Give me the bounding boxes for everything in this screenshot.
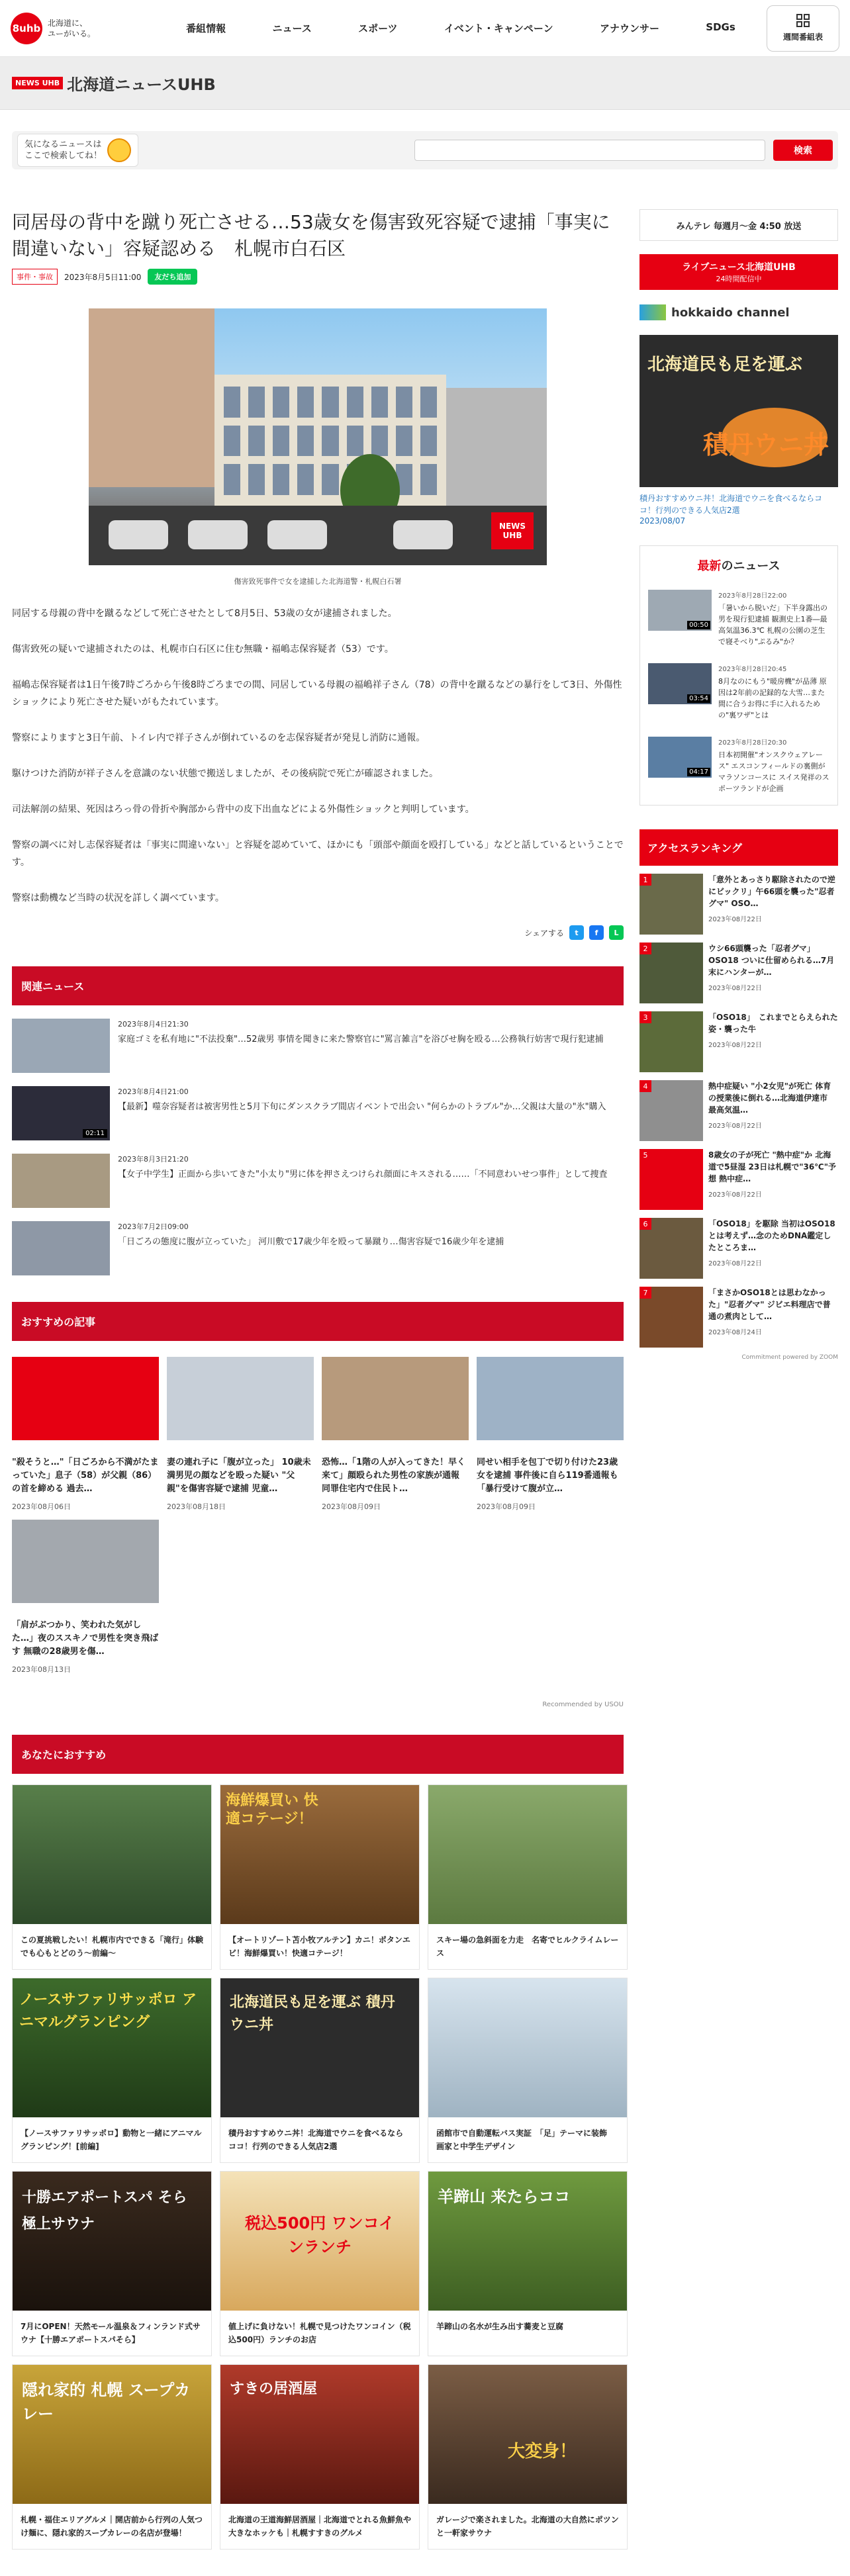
for-you-thumb: 海鮮爆買い 快適コテージ！	[220, 1785, 419, 1924]
nav-sports[interactable]: スポーツ	[358, 23, 398, 34]
ranking-item[interactable]: 3 「OSO18」 これまでとらえられた姿・襲った牛 2023年08月22日	[639, 1011, 838, 1072]
page-layout	[0, 209, 850, 2550]
related-news-item[interactable]: 2023年8月4日21:30 家庭ゴミを私有地に"不法投棄"…52歳男 事情を聞きに来た警察官に"罵言雑言"を浴びせ胸を殴る…公務執行妨害で現行犯逮捕	[12, 1019, 624, 1073]
recommended-thumb	[167, 1357, 314, 1440]
grid-icon	[796, 14, 810, 27]
article-photo	[89, 308, 547, 565]
uhb-logo-mark[interactable]: 8uhb	[11, 13, 42, 44]
for-you-card[interactable]: スキー場の急斜面を力走 名寄でヒルクライムレース	[428, 1784, 628, 1970]
article-title: 同居母の背中を蹴り死亡させる…53歳女を傷害致死容疑で逮捕「事実に間違いない」容疑認める 札幌市白石区	[12, 211, 610, 259]
recommended-card[interactable]: 同せい相手を包丁で切り付けた23歳女を逮捕 事件後に自ら119番通報も「暴行受けて腹が立… 2023年08月09日	[477, 1357, 624, 1512]
search-input[interactable]	[414, 140, 765, 161]
share-bar	[12, 925, 624, 940]
feature-banner[interactable]: 北海道民も足を運ぶ 積丹ウニ丼	[639, 335, 838, 487]
hokkaido-channel-banner[interactable]: hokkaido channel	[639, 304, 838, 320]
sidebar	[639, 209, 838, 2550]
category-badge[interactable]: 事件・事故	[12, 269, 58, 285]
recommended-thumb	[12, 1357, 159, 1440]
for-you-card[interactable]: 羊蹄山 来たらココ 羊蹄山の名水が生み出す蕎麦と豆腐	[428, 2171, 628, 2356]
nav-events[interactable]: イベント・キャンペーン	[444, 23, 553, 34]
ranking-item[interactable]: 6 「OSO18」を駆除 当初はOSO18とは考えず…念のためDNA鑑定したところま… 2023年08月22日	[639, 1218, 838, 1279]
ranking-thumb: 1	[639, 874, 703, 935]
for-you-grid	[12, 1784, 624, 2550]
related-news-item[interactable]: 2023年8月3日21:20 【女子中学生】正面から歩いてきた"小太り"男に体を押さえつけられ顔面にキスされる……「不同意わいせつ事件」として捜査	[12, 1154, 624, 1208]
hokkaido-channel-icon	[639, 304, 666, 320]
latest-news-box	[639, 545, 838, 805]
news-brand-bar	[0, 57, 850, 110]
recommended-thumb	[322, 1357, 469, 1440]
ad-mintele[interactable]: みんテレ 毎週月～金 4:50 放送	[639, 209, 838, 241]
for-you-thumb: 隠れ家的 札幌 スープカレー	[13, 2365, 211, 2504]
recommended-thumb	[12, 1520, 159, 1603]
search-button[interactable]: 検索	[773, 140, 833, 161]
recommended-heading: おすすめの記事	[12, 1302, 624, 1341]
recommended-by: Recommended by USOU	[542, 1701, 624, 1708]
brand-title[interactable]: 北海道ニュースUHB	[67, 75, 216, 94]
ranking-item[interactable]: 2 ウシ66頭襲った「忍者グマ」OSO18 ついに仕留められる…7月末にハンターが… 2023年08月22日	[639, 943, 838, 1003]
recommended-card[interactable]: 「肩がぶつかり、笑われた気がした…」夜のススキノで男性を突き飛ばす 無職の28歳男を傷… 2023年08月13日	[12, 1520, 159, 1675]
for-you-card[interactable]: 海鮮爆買い 快適コテージ！ 【オートリゾート苫小牧アルテン】カニ！ポタンエビ！海鮮爆買い！快適コテージ！	[220, 1784, 420, 1970]
news-uhb-watermark: NEWS UHB	[491, 512, 534, 549]
nav-announcers[interactable]: アナウンサー	[599, 23, 659, 34]
feature-date: 2023/08/07	[639, 516, 686, 526]
for-you-thumb	[428, 1978, 627, 2117]
ranking-item[interactable]: 4 熱中症疑い "小2女児"が死亡 体育の授業後に倒れる…北海道伊達市 最高気温… 2023年08月22日	[639, 1080, 838, 1141]
logo-tagline: 北海道に、 ユーがいる。	[48, 18, 96, 38]
for-you-thumb: ノースサファリサッポロ アニマルグランピング	[13, 1978, 211, 2117]
latest-news-item[interactable]: 03:54 2023年8月28日20:45 8月なのにもう"暖房機"が品薄 原因は2年前の記録的な大雪…また間に合うお得に手に入れるための"裏ワザ"とは	[648, 663, 829, 721]
latest-thumb: 03:54	[648, 663, 712, 704]
for-you-thumb: すきの居酒屋	[220, 2365, 419, 2504]
for-you-card[interactable]: 北海道民も足を運ぶ 積丹ウニ丼 積丹おすすめウニ丼！北海道でウニを食べるならココ！行列のできる人気店2選	[220, 1978, 420, 2163]
related-thumb	[12, 1154, 110, 1208]
latest-news-item[interactable]: 00:50 2023年8月28日22:00 「暑いから脱いだ」下半身露出の男を現行犯逮捕 観測史上1番―最高気温36.3℃ 札幌の公園の芝生で寝そべり"ぷるみ"か？	[648, 590, 829, 647]
nav-news[interactable]: ニュース	[272, 23, 312, 34]
feature-caption[interactable]: 積丹おすすめウニ丼！北海道でウニを食べるならココ！行列のできる人気店2選	[639, 494, 823, 515]
for-you-thumb	[428, 1785, 627, 1924]
latest-news-heading: 最新のニュース	[697, 559, 780, 573]
for-you-thumb: 十勝エアポートスパ そら 極上サウナ	[13, 2172, 211, 2311]
for-you-card[interactable]: 大変身！ ガレージで楽されました。北海道の大自然にポツンと一軒家サウナ	[428, 2364, 628, 2550]
ranking-thumb: 6	[639, 1218, 703, 1279]
paragraph: 司法解剖の結果、死因はろっ骨の骨折や胸部から背中の皮下出血などによる外傷性ショックと判明しています。	[12, 804, 475, 815]
access-ranking-heading: アクセスランキング	[639, 829, 838, 866]
ranking-powered-by: Commitment powered by ZOOM	[741, 1354, 838, 1361]
global-nav	[163, 21, 767, 35]
weekly-schedule-button[interactable]: 週間番組表	[767, 5, 839, 52]
main-column	[12, 209, 624, 2550]
ranking-item[interactable]: 5 8歳女の子が死亡 "熱中症"か 北海道で5昼湿 23日は札幌で"36℃"予想 熱中症… 2023年08月22日	[639, 1149, 838, 1210]
for-you-thumb	[13, 1785, 211, 1924]
for-you-thumb: 北海道民も足を運ぶ 積丹ウニ丼	[220, 1978, 419, 2117]
recommended-card[interactable]: 恐怖…「1階の人が入ってきた！早く来て」顔殴られた男性の家族が通報 同罪住宅内で住民ト… 2023年08月09日	[322, 1357, 469, 1512]
article-photo-block	[89, 308, 547, 586]
article-meta	[12, 269, 624, 285]
nav-sdgs[interactable]: SDGs	[706, 21, 735, 33]
for-you-card[interactable]: ノースサファリサッポロ アニマルグランピング 【ノースサファリサッポロ】動物と一緒にアニマルグランピング！[前編]	[12, 1978, 212, 2163]
paragraph: 福嶋志保容疑者は1日午後7時ごろから午後8時ごろまでの間、同居している母親の福嶋祥子さん（78）の背中を蹴るなどの暴行をして3日、外傷性ショックにより死亡させた疑いがもたれています。	[12, 680, 622, 708]
video-duration: 02:11	[83, 1129, 107, 1138]
for-you-card[interactable]: 税込500円 ワンコインランチ 値上げに負けない！札幌で見つけたワンコイン（税込500円）ランチのお店	[220, 2171, 420, 2356]
search-prompt: 気になるニュースは ここで検索してね！	[17, 134, 138, 167]
related-news-list	[12, 1019, 624, 1275]
for-you-thumb: 税込500円 ワンコインランチ	[220, 2172, 419, 2311]
paragraph: 警察によりますと3日午前、トイレ内で祥子さんが倒れているのを志保容疑者が発見し消防に通報。	[12, 733, 426, 743]
latest-thumb: 00:50	[648, 590, 712, 631]
facebook-icon[interactable]: f	[589, 925, 604, 940]
recommended-grid	[12, 1357, 624, 1675]
ranking-thumb: 4	[639, 1080, 703, 1141]
paragraph: 同居する母親の背中を蹴るなどして死亡させたとして8月5日、53歳の女が逮捕されました。	[12, 608, 397, 619]
for-you-thumb: 羊蹄山 来たらココ	[428, 2172, 627, 2311]
for-you-card[interactable]: 函館市で自動運転バス実証 「足」テーマに装飾 画家と中学生デザイン	[428, 1978, 628, 2163]
recommended-thumb	[477, 1357, 624, 1440]
photo-caption: 傷害致死事件で女を逮捕した北海道警・札幌白石署	[234, 577, 402, 586]
recommended-card[interactable]: "殺そうと…"「日ごろから不満がたまっていた」息子（58）が父親（86）の首を締める 過去… 2023年08月06日	[12, 1357, 159, 1512]
news-uhb-badge: NEWS UHB	[12, 77, 63, 89]
article-body	[12, 605, 624, 907]
related-thumb	[12, 1019, 110, 1073]
paragraph: 警察は動機など当時の状況を詳しく調べています。	[12, 893, 224, 903]
paragraph: 警察の調べに対し志保容疑者は「事実に間違いない」と容疑を認めていて、ほかにも「頭部や顔面を殴打している」などと話しているということです。	[12, 840, 624, 868]
for-you-card[interactable]: 十勝エアポートスパ そら 極上サウナ 7月にOPEN！天然モール温泉＆フィンランド式サウナ【十勝エアポートスパそら】	[12, 2171, 212, 2356]
latest-thumb: 04:17	[648, 737, 712, 778]
ranking-thumb: 5	[639, 1149, 703, 1210]
article-date: 2023年8月5日11:00	[64, 272, 142, 282]
ranking-thumb: 7	[639, 1287, 703, 1348]
related-news-item[interactable]: 2023年7月2日09:00 「日ごろの態度に腹が立っていた」 河川敷で17歳少年を殴って暴蹴り…傷害容疑で16歳少年を逮捕	[12, 1221, 624, 1275]
paragraph: 傷害致死の疑いで逮捕されたのは、札幌市白石区に住む無職・福嶋志保容疑者（53）です。	[12, 644, 394, 655]
related-news-heading: 関連ニュース	[12, 966, 624, 1005]
ad-live-news[interactable]: ライブニュース北海道UHB 24時間配信中	[639, 254, 838, 290]
nav-programs[interactable]: 番組情報	[186, 23, 226, 34]
for-you-card[interactable]: この夏挑戦したい！札幌市内でできる「滝行」体験でも心もとどのう～前編～	[12, 1784, 212, 1970]
search-bar	[12, 131, 838, 169]
twitter-icon[interactable]: t	[569, 925, 584, 940]
paragraph: 駆けつけた消防が祥子さんを意識のない状態で搬送しましたが、その後病院で死亡が確認されました。	[12, 768, 438, 779]
for-you-heading: あなたにおすすめ	[12, 1735, 624, 1774]
related-thumb	[12, 1221, 110, 1275]
site-header	[0, 0, 850, 57]
recommended-card[interactable]: 妻の連れ子に「腹が立った」 10歳未満男児の顔などを殴った疑い "父親"を傷害容疑で逮捕 児童… 2023年08月18日	[167, 1357, 314, 1512]
related-thumb	[12, 1086, 110, 1140]
ranking-item[interactable]: 1 「意外とあっさり駆除されたので逆にビックリ」午66頭を襲った"忍者グマ" OSO… 2023年08月22日	[639, 874, 838, 935]
for-you-card[interactable]: すきの居酒屋 北海道の王道海鮮居酒屋｜北海道でとれる魚鮮魚や大きなホッケも｜札幌すすきのグルメ	[220, 2364, 420, 2550]
ranking-thumb: 2	[639, 943, 703, 1003]
latest-news-item[interactable]: 04:17 2023年8月28日20:30 日本初開催"オンスクウェアレース" エスコンフィールドの裏側がマラソンコースに スイス発祥のスポーツランドが企画	[648, 737, 829, 794]
access-ranking-list	[639, 874, 838, 1348]
related-news-item[interactable]: 02:11 2023年8月4日21:00 【最新】噬奈容疑者は被害男性と5月下旬にダンスクラブ間店イベントで出会い "何らかのトラブル"か…父親は大量の"氷"購入	[12, 1086, 624, 1140]
ranking-item[interactable]: 7 「まさかOSO18とは思わなかった」"忍者グマ" ジビエ料理店で普通の煮肉として… 2023年08月24日	[639, 1287, 838, 1348]
ranking-thumb: 3	[639, 1011, 703, 1072]
mascot-icon	[107, 138, 131, 162]
site-logo[interactable]	[11, 13, 163, 44]
line-add-friend-button[interactable]: 友だち追加	[148, 269, 197, 285]
for-you-card[interactable]: 隠れ家的 札幌 スープカレー 札幌・福住エリアグルメ｜開店前から行列の人気つけ麺に、隠れ家的スープカレーの名店が登場！	[12, 2364, 212, 2550]
share-label: シェアする	[524, 928, 564, 938]
for-you-thumb: 大変身！	[428, 2365, 627, 2504]
line-icon[interactable]: L	[609, 925, 624, 940]
